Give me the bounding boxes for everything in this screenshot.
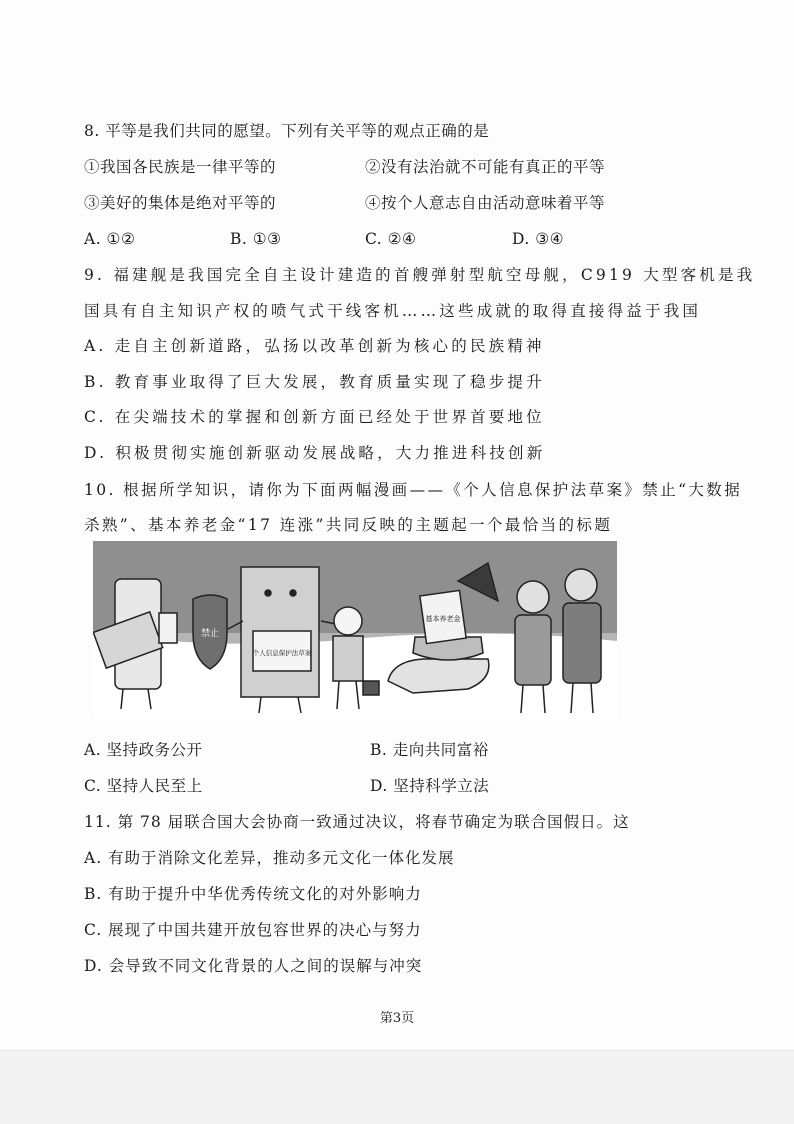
q8-stem: 8. 平等是我们共同的愿望。下列有关平等的观点正确的是 <box>84 122 490 140</box>
q9-option-c: C. 在尖端技术的掌握和创新方面已经处于世界首要地位 <box>84 408 545 426</box>
q8-item-3: ③美好的集体是绝对平等的 <box>84 194 277 212</box>
q10-stem-line1: 10. 根据所学知识，请你为下面两幅漫画——《个人信息保护法草案》禁止“大数据 <box>84 481 743 499</box>
q10-option-b: B. 走向共同富裕 <box>370 741 489 759</box>
cartoon-illustration <box>93 541 617 719</box>
q8-item-1: ①我国各民族是一律平等的 <box>84 158 277 176</box>
q11-option-b: B. 有助于提升中华优秀传统文化的对外影响力 <box>84 885 422 903</box>
q9-option-d: D. 积极贯彻实施创新驱动发展战略，大力推进科技创新 <box>84 444 546 462</box>
q8-option-a: A. ①② <box>84 230 136 248</box>
q9-option-b: B. 教育事业取得了巨大发展，教育质量实现了稳步提升 <box>84 373 545 391</box>
q11-stem: 11. 第 78 届联合国大会协商一致通过决议，将春节确定为联合国假日。这 <box>84 813 630 831</box>
cartoon-book-text: 个人信息保护法草案 <box>252 649 312 657</box>
q11-option-a: A. 有助于消除文化差异，推动多元文化一体化发展 <box>84 849 455 867</box>
viewer-bottom-area <box>0 1050 794 1124</box>
q8-item-2: ②没有法治就不可能有真正的平等 <box>365 158 606 176</box>
q9-stem-line2: 国具有自主知识产权的喷气式干线客机……这些成就的取得直接得益于我国 <box>84 302 702 320</box>
cartoon-shield-text: 禁止 <box>200 629 220 639</box>
q10-option-d: D. 坚持科学立法 <box>370 777 490 795</box>
q10-option-a: A. 坚持政务公开 <box>84 741 203 759</box>
q8-option-c: C. ②④ <box>365 230 417 248</box>
cartoon-box-text: 基本养老金 <box>425 615 461 623</box>
q9-stem-line1: 9. 福建舰是我国完全自主设计建造的首艘弹射型航空母舰，C919 大型客机是我 <box>84 266 756 284</box>
page-number: 第3页 <box>379 1011 415 1026</box>
cartoon-shield <box>193 595 227 669</box>
q8-item-4: ④按个人意志自由活动意味着平等 <box>365 194 606 212</box>
q8-option-d: D. ③④ <box>512 230 565 248</box>
q11-option-d: D. 会导致不同文化背景的人之间的误解与冲突 <box>84 957 423 975</box>
q9-option-a: A. 走自主创新道路，弘扬以改革创新为核心的民族精神 <box>84 337 545 355</box>
q8-option-b: B. ①③ <box>230 230 282 248</box>
q10-stem-line2: 杀熟”、基本养老金“17 连涨”共同反映的主题起一个最恰当的标题 <box>84 516 613 534</box>
q10-option-c: C. 坚持人民至上 <box>84 777 203 795</box>
q11-option-c: C. 展现了中国共建开放包容世界的决心与努力 <box>84 921 422 939</box>
